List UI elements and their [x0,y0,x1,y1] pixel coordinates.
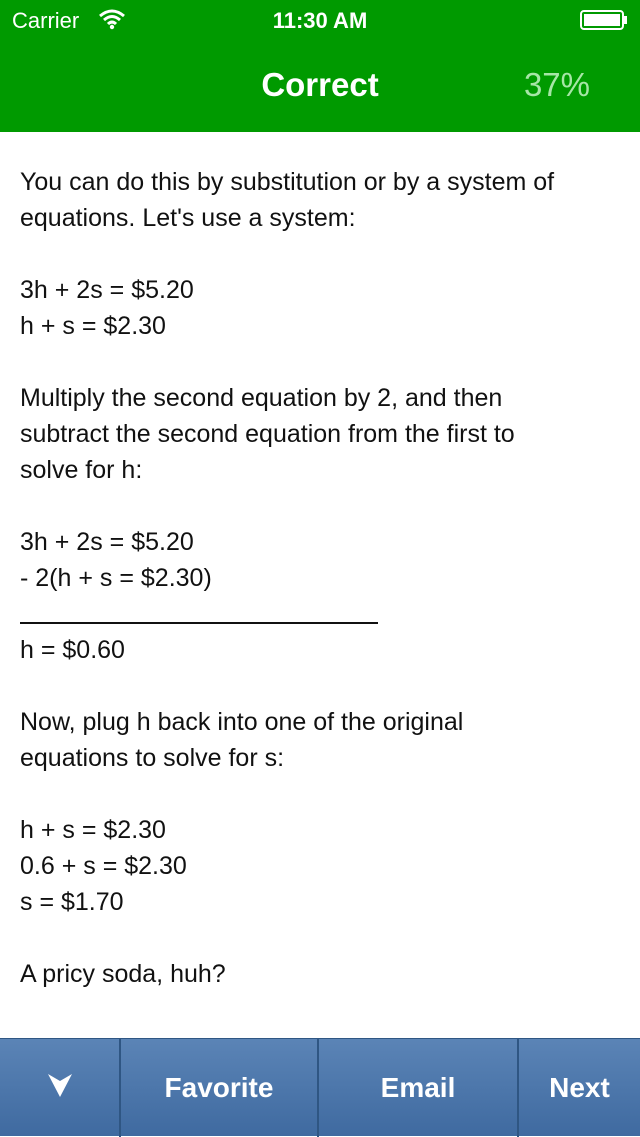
explanation-line: Multiply the second equation by 2, and then [20,384,503,412]
email-button[interactable]: Email [319,1039,519,1137]
equation-divider [20,596,620,632]
header [0,0,640,132]
explanation-line: A pricy soda, huh? [20,960,226,988]
explanation-line: 3h + 2s = $5.20 [20,528,194,556]
explanation-line: 0.6 + s = $2.30 [20,852,187,880]
explanation-line: equations to solve for s: [20,744,285,772]
status-time: 11:30 AM [272,8,368,33]
blank-line [20,236,620,272]
explanation-line: 3h + 2s = $5.20 [20,276,194,304]
favorite-button[interactable]: Favorite [121,1039,319,1137]
blank-line [20,344,620,380]
battery-icon [580,10,628,30]
explanation-line: Now, plug h back into one of the original [20,708,464,736]
blank-line [20,776,620,812]
carrier-label: Carrier [12,8,80,33]
explanation-line: h + s = $2.30 [20,816,166,844]
next-button[interactable]: Next [549,1072,610,1103]
blank-line [20,920,620,956]
explanation-line: equations. Let's use a system: [20,204,356,232]
explanation-line: You can do this by substitution or by a system of [20,168,555,196]
score-percent: 37% [523,66,590,103]
status-bar [0,0,640,40]
blank-line [20,488,620,524]
explanation-line: s = $1.70 [20,888,124,916]
explanation-line: h = $0.60 [20,636,125,664]
explanation-line: subtract the second equation from the first to [20,420,515,448]
explanation-line: - 2(h + s = $2.30) [20,564,212,592]
page-title: Correct [261,66,379,103]
chevron-down-icon [47,1072,73,1105]
explanation-line: solve for h: [20,456,143,484]
collapse-button[interactable] [0,1039,121,1137]
bottom-toolbar [0,1038,640,1136]
blank-line [20,668,620,704]
explanation-line: h + s = $2.30 [20,312,166,340]
explanation-text [20,164,620,1024]
